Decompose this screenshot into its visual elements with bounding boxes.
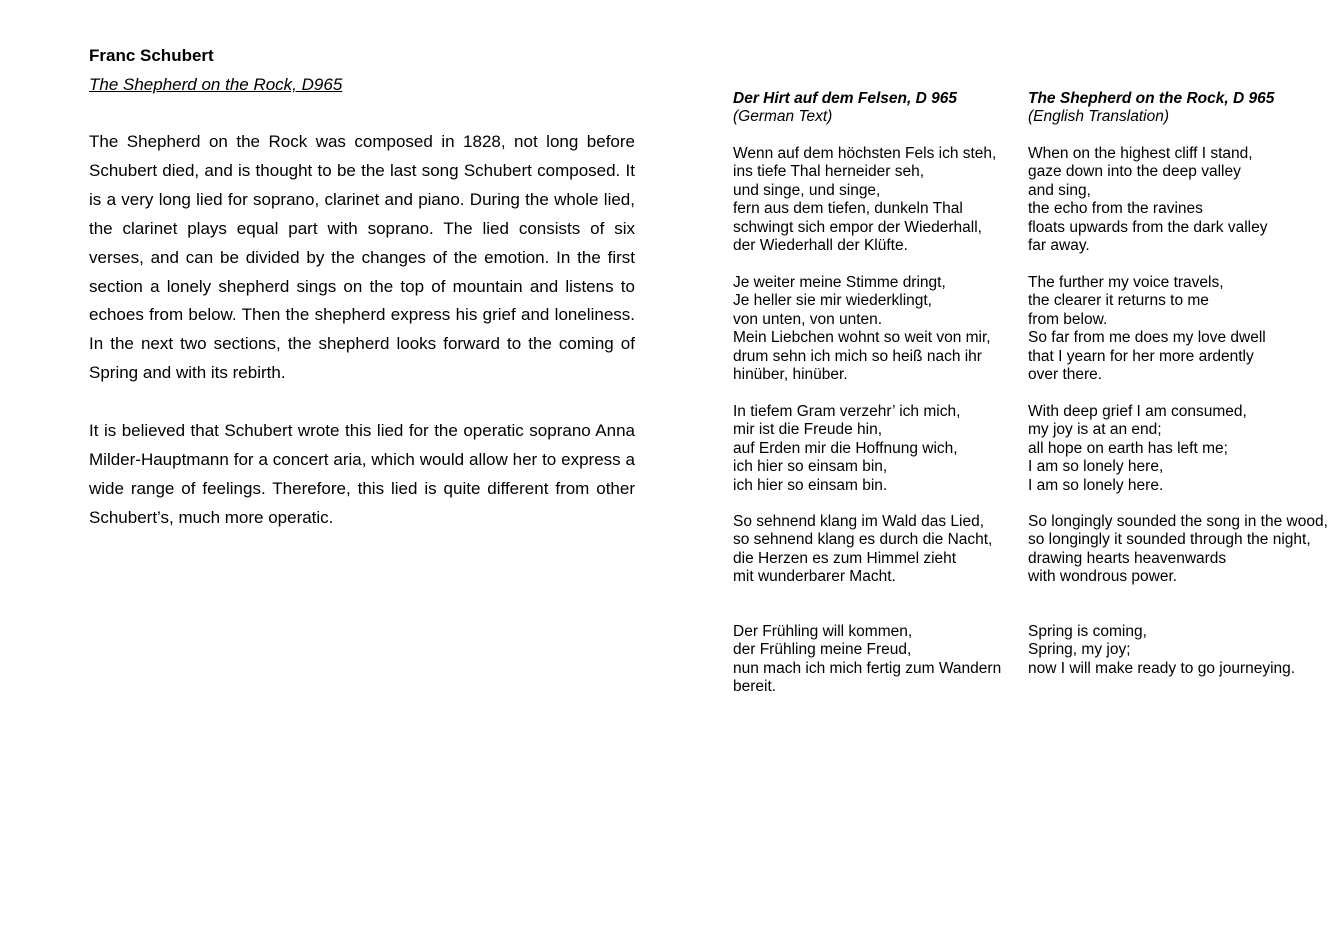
english-column-title: The Shepherd on the Rock, D 965 — [1028, 90, 1275, 107]
lyric-line: with wondrous power. — [1028, 568, 1178, 586]
work-title: The Shepherd on the Rock, D965 — [89, 75, 343, 94]
german-column-title: Der Hirt auf dem Felsen, D 965 — [733, 90, 957, 107]
lyric-line: the clearer it returns to me — [1028, 292, 1209, 310]
lyric-line: drum sehn ich mich so heiß nach ihr — [733, 347, 982, 365]
lyric-line: In tiefem Gram verzehr’ ich mich, — [733, 403, 961, 420]
lyric-line: So sehnend klang im Wald das Lied, — [733, 513, 985, 530]
lyric-line: drawing hearts heavenwards — [1028, 549, 1227, 567]
german-verse-5 — [733, 623, 1018, 697]
lyric-line: my joy is at an end; — [1028, 421, 1162, 439]
lyric-line: I am so lonely here. — [1028, 476, 1164, 494]
lyric-line: schwingt sich empor der Wiederhall, — [733, 218, 982, 236]
english-verse-2 — [1028, 274, 1328, 384]
lyric-line: The further my voice travels, — [1028, 274, 1224, 291]
lyric-line: and sing, — [1028, 181, 1091, 199]
lyric-line: Spring is coming, — [1028, 623, 1147, 640]
lyric-line: So longingly sounded the song in the wood, — [1028, 513, 1328, 530]
lyric-line: all hope on earth has left me; — [1028, 439, 1228, 457]
lyric-line: ich hier so einsam bin, — [733, 458, 888, 476]
lyric-line: so longingly it sounded through the night, — [1028, 531, 1311, 549]
lyric-line: Mein Liebchen wohnt so weit von mir, — [733, 329, 991, 347]
lyric-line: fern aus dem tiefen, dunkeln Thal — [733, 200, 963, 218]
lyric-line: auf Erden mir die Hoffnung wich, — [733, 439, 958, 457]
lyric-line: ins tiefe Thal herneider seh, — [733, 163, 924, 181]
lyric-line: over there. — [1028, 366, 1103, 384]
composer-name: Franc Schubert — [89, 46, 214, 65]
essay-column — [89, 44, 635, 533]
essay-paragraph-2: It is believed that Schubert wrote this lied for the operatic soprano Anna Milder-Hauptmann for a concert aria, which would allow her to express a wide range of feelings. Therefore, this lied is quite different from other Schubert’s, much more operatic. — [89, 421, 635, 527]
lyric-line: Je heller sie mir wiederklingt, — [733, 292, 932, 310]
english-verse-5 — [1028, 623, 1328, 678]
english-column-subtitle: (English Translation) — [1028, 108, 1169, 126]
lyric-line: I am so lonely here, — [1028, 458, 1164, 476]
essay-paragraph-1: The Shepherd on the Rock was composed in 1828, not long before Schubert died, and is thought to be the last song Schubert composed. It is a very long lied for soprano, clarinet and piano. During the whole lied, the clarinet plays equal part with soprano. The lied consists of six verses, and can be divided by the changes of the emotion. In the first section a lonely shepherd sings on the top of mountain and listens to echoes from below. Then the shepherd express his grief and loneliness. In the next two sections, the shepherd looks forward to the coming of Spring and with its rebirth. — [89, 132, 635, 383]
lyric-line: mir ist die Freude hin, — [733, 421, 883, 439]
lyric-line: von unten, von unten. — [733, 310, 883, 328]
english-verse-3 — [1028, 403, 1328, 495]
german-verse-4 — [733, 513, 1018, 587]
german-verse-2 — [733, 274, 1018, 384]
lyric-line: mit wunderbarer Macht. — [733, 568, 896, 586]
lyric-line: ich hier so einsam bin. — [733, 476, 888, 494]
lyric-line: that I yearn for her more ardently — [1028, 347, 1254, 365]
german-verse-1 — [733, 145, 1018, 255]
lyric-line: With deep grief I am consumed, — [1028, 403, 1247, 420]
lyric-line: far away. — [1028, 237, 1090, 255]
lyric-line: the echo from the ravines — [1028, 200, 1203, 218]
lyric-line: und singe, und singe, — [733, 181, 881, 199]
lyric-line: nun mach ich mich fertig zum Wandern bereit. — [733, 659, 1002, 696]
english-verse-4 — [1028, 513, 1328, 587]
german-verse-3 — [733, 403, 1018, 495]
german-column-subtitle: (German Text) — [733, 108, 833, 126]
lyric-line: der Wiederhall der Klüfte. — [733, 237, 908, 255]
lyric-line: die Herzen es zum Himmel zieht — [733, 549, 957, 567]
lyric-line: Je weiter meine Stimme dringt, — [733, 274, 946, 291]
lyric-line: When on the highest cliff I stand, — [1028, 145, 1253, 162]
lyric-line: floats upwards from the dark valley — [1028, 218, 1268, 236]
lyric-line: Der Frühling will kommen, — [733, 623, 913, 640]
lyric-line: Spring, my joy; — [1028, 641, 1131, 659]
lyric-line: Wenn auf dem höchsten Fels ich steh, — [733, 145, 997, 162]
lyric-line: now I will make ready to go journeying. — [1028, 659, 1296, 677]
lyric-line: So far from me does my love dwell — [1028, 329, 1266, 347]
lyric-line: der Frühling meine Freud, — [733, 641, 912, 659]
lyric-line: from below. — [1028, 310, 1108, 328]
lyric-line: gaze down into the deep valley — [1028, 163, 1241, 181]
english-verse-1 — [1028, 145, 1328, 255]
lyric-line: so sehnend klang es durch die Nacht, — [733, 531, 993, 549]
lyric-line: hinüber, hinüber. — [733, 366, 848, 384]
